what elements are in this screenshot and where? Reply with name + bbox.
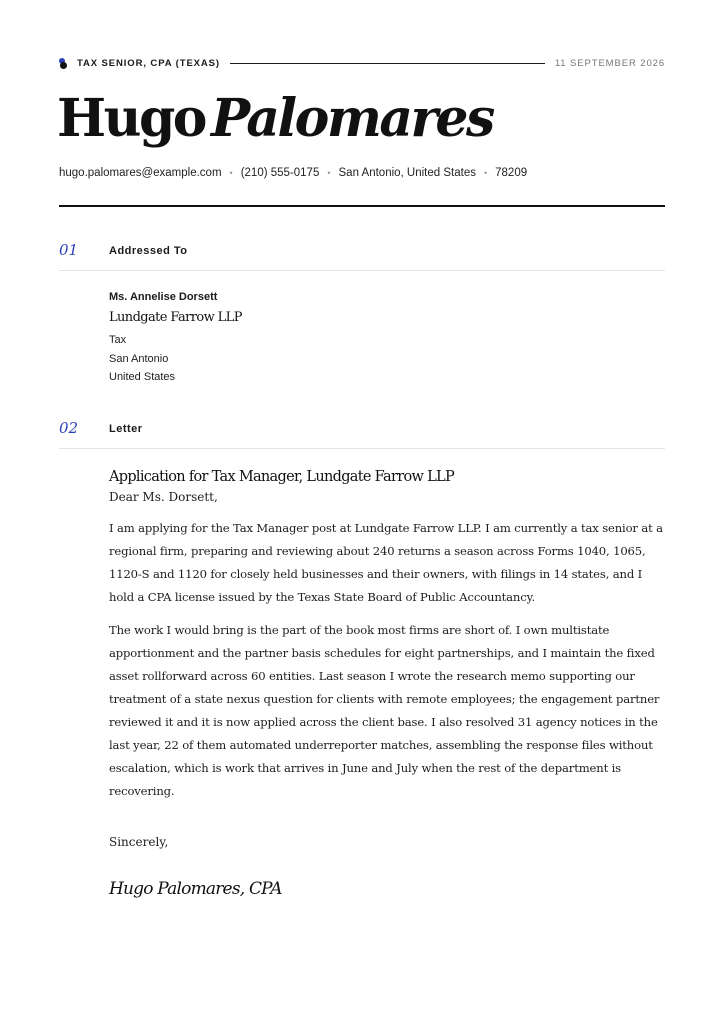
last-name: Palomares: [210, 88, 493, 149]
location: San Antonio, United States: [338, 167, 476, 179]
recipient-city: San Antonio: [109, 352, 169, 365]
top-bar: [59, 55, 665, 71]
contact-line: [59, 167, 527, 179]
recipient-block: [109, 290, 665, 387]
postal-code: 78209: [495, 167, 528, 179]
letter-subject: Application for Tax Manager, Lundgate Farrow LLP: [109, 469, 455, 485]
recipient-company: Lundgate Farrow LLP: [109, 310, 242, 325]
paragraph: The work I would bring is the part of the book most firms are short of. I own multistate apportionment and the partner basis schedules for eight partnerships, and I maintain the fixed asset rollforward across 60 entities. Last season I wrote the research memo supporting our treatment of a state nexus question for clients with remote employees; the engagement partner reviewed it and it is now applied across the client base. I also resolved 31 agency notices in the last year, 22 of them automated underreporter matches, assembling the response files without escalation, which is work that arrives in June and July when the rest of the department is recovering.: [109, 623, 660, 798]
recipient-department: Tax: [109, 334, 127, 346]
section-title: Letter: [109, 423, 143, 435]
first-name: Hugo: [57, 88, 205, 149]
applicant-name: [57, 84, 493, 154]
separator-dot: •: [229, 168, 233, 178]
separator-dot: •: [483, 168, 488, 178]
job-title: TAX SENIOR, CPA (TEXAS): [77, 57, 220, 69]
section-addressed-to: [59, 241, 665, 271]
header-divider: [230, 63, 545, 64]
recipient-country: United States: [109, 371, 176, 383]
closing: Sincerely,: [109, 835, 169, 849]
section-title: Addressed To: [109, 245, 188, 257]
email: hugo.palomares@example.com: [59, 167, 222, 179]
section-letter: [59, 419, 665, 449]
dots-logo-icon: [59, 57, 69, 69]
letter-body: [109, 467, 665, 899]
recipient-name: Ms. Annelise Dorsett: [109, 291, 218, 303]
salutation: Dear Ms. Dorsett,: [109, 490, 218, 504]
section-number: 02: [59, 419, 79, 437]
signature: Hugo Palomares, CPA: [109, 879, 282, 899]
separator-dot: •: [327, 168, 331, 178]
phone: (210) 555-0175: [240, 167, 320, 179]
section-number: 01: [59, 241, 79, 259]
letter-date: 11 SEPTEMBER 2026: [554, 57, 665, 69]
header-rule: [59, 205, 665, 207]
paragraph: I am applying for the Tax Manager post at Lundgate Farrow LLP. I am currently a tax senior at a regional firm, preparing and reviewing about 240 returns a season across Forms 1040, 1065, 1120-S and 1120 for closely held businesses and their owners, with filings in 14 states, and I hold a CPA license issued by the Texas State Board of Public Accountancy.: [109, 521, 663, 604]
